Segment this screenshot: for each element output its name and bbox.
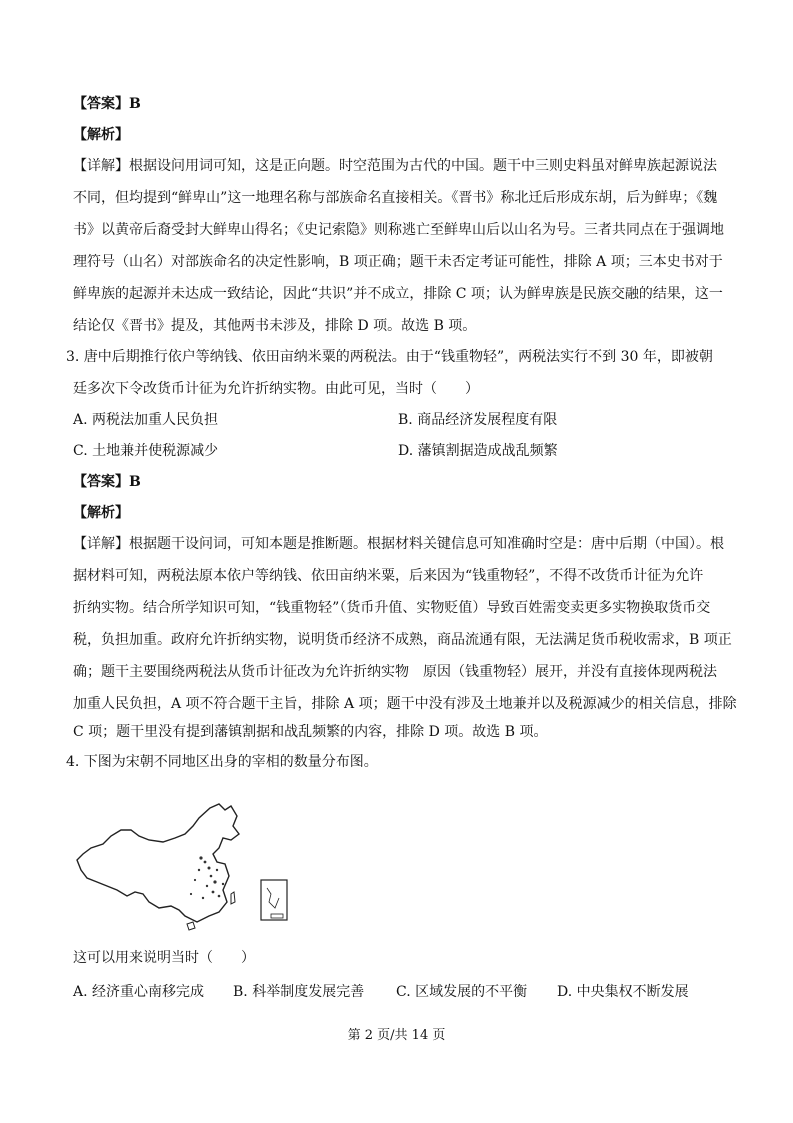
china-outline [77,804,239,922]
q3-detail-line: 加重人民负担，A 项不符合题干主旨，排除 A 项；题干中没有涉及土地兼并以及税源减少的相关信息，排除 [73,696,737,712]
q4-stem: 4. 下图为宋朝不同地区出身的宰相的数量分布图。 [66,754,378,770]
q3-stem-line: 3. 唐中后期推行依户等纳钱、依田亩纳米粟的两税法。由于“钱重物轻”，两税法实行不到 30 年，即被朝 [66,349,713,365]
q2-answer: 【答案】B [73,96,141,112]
q4-option-b: B. 科举制度发展完善 [233,984,365,1000]
q2-detail-line: 书》以黄帝后裔受封大鲜卑山得名；《史记索隐》则称逃亡至鲜卑山后以山名为号。三者共同点在于强调地 [73,222,724,238]
q3-stem-line: 廷多次下令改货币计征为允许折纳实物。由此可见，当时（ ） [73,381,479,397]
q2-detail-line: 理符号（山名）对部族命名的决定性影响，B 项正确；题干未否定考证可能性，排除 A 项；三本史书对于 [73,254,723,270]
q3-detail-line: 折纳实物。结合所学知识可知，“钱重物轻”（货币升值、实物贬值）导致百姓需变卖更多实物换取货币交 [73,600,711,616]
q3-option-c: C. 土地兼并使税源减少 [73,443,219,459]
q3-analysis-label: 【解析】 [73,505,129,521]
q2-detail-line: 不同，但均提到“鲜卑山”这一地理名称与部族命名直接相关。《晋书》称北迁后形成东胡，后为鲜卑；《魏 [73,190,718,206]
q3-detail-line: 确；题干主要围绕两税法从货币计征改为允许折纳实物 原因（钱重物轻）展开，并没有直接体现两税法 [73,664,717,680]
hainan-island [187,922,195,930]
south-china-sea-inset [261,880,287,920]
taiwan-island [231,892,235,904]
page-footer: 第 2 页/共 14 页 [347,1028,446,1043]
q2-detail-line: 【详解】根据设问用词可知，这是正向题。时空范围为古代的中国。题干中三则史料虽对鲜卑族起源说法 [73,158,717,174]
song-dynasty-map-figure [73,798,313,936]
q3-option-b: B. 商品经济发展程度有限 [398,412,558,428]
q3-detail-line: 据材料可知，两税法原本依户等纳钱、依田亩纳米粟，后来因为“钱重物轻”，不得不改货币计征为允许 [73,568,704,584]
q2-detail-line: 结论仅《晋书》提及，其他两书未涉及，排除 D 项。故选 B 项。 [73,318,477,334]
q4-option-d: D. 中央集权不断发展 [557,984,689,1000]
q3-answer: 【答案】B [73,474,141,490]
q3-option-d: D. 藩镇割据造成战乱频繁 [398,443,558,459]
q3-detail-line: 税，负担加重。政府允许折纳实物，说明货币经济不成熟，商品流通有限，无法满足货币税收需求，B 项正 [73,632,732,648]
q3-detail-line: C 项；题干里没有提到藩镇割据和战乱频繁的内容，排除 D 项。故选 B 项。 [73,724,548,740]
q4-option-a: A. 经济重心南移完成 [73,984,205,1000]
q2-detail-line: 鲜卑族的起源并未达成一致结论，因此“共识”并不成立，排除 C 项；认为鲜卑族是民族交融的结果，这一 [73,286,723,302]
q4-option-c: C. 区域发展的不平衡 [396,984,528,1000]
q3-option-a: A. 两税法加重人民负担 [73,412,219,428]
q4-followup: 这可以用来说明当时（ ） [73,950,255,966]
q2-analysis-label: 【解析】 [73,127,129,143]
q3-detail-line: 【详解】根据题干设问词，可知本题是推断题。根据材料关键信息可知准确时空是：唐中后期（中国）。根 [73,536,724,552]
